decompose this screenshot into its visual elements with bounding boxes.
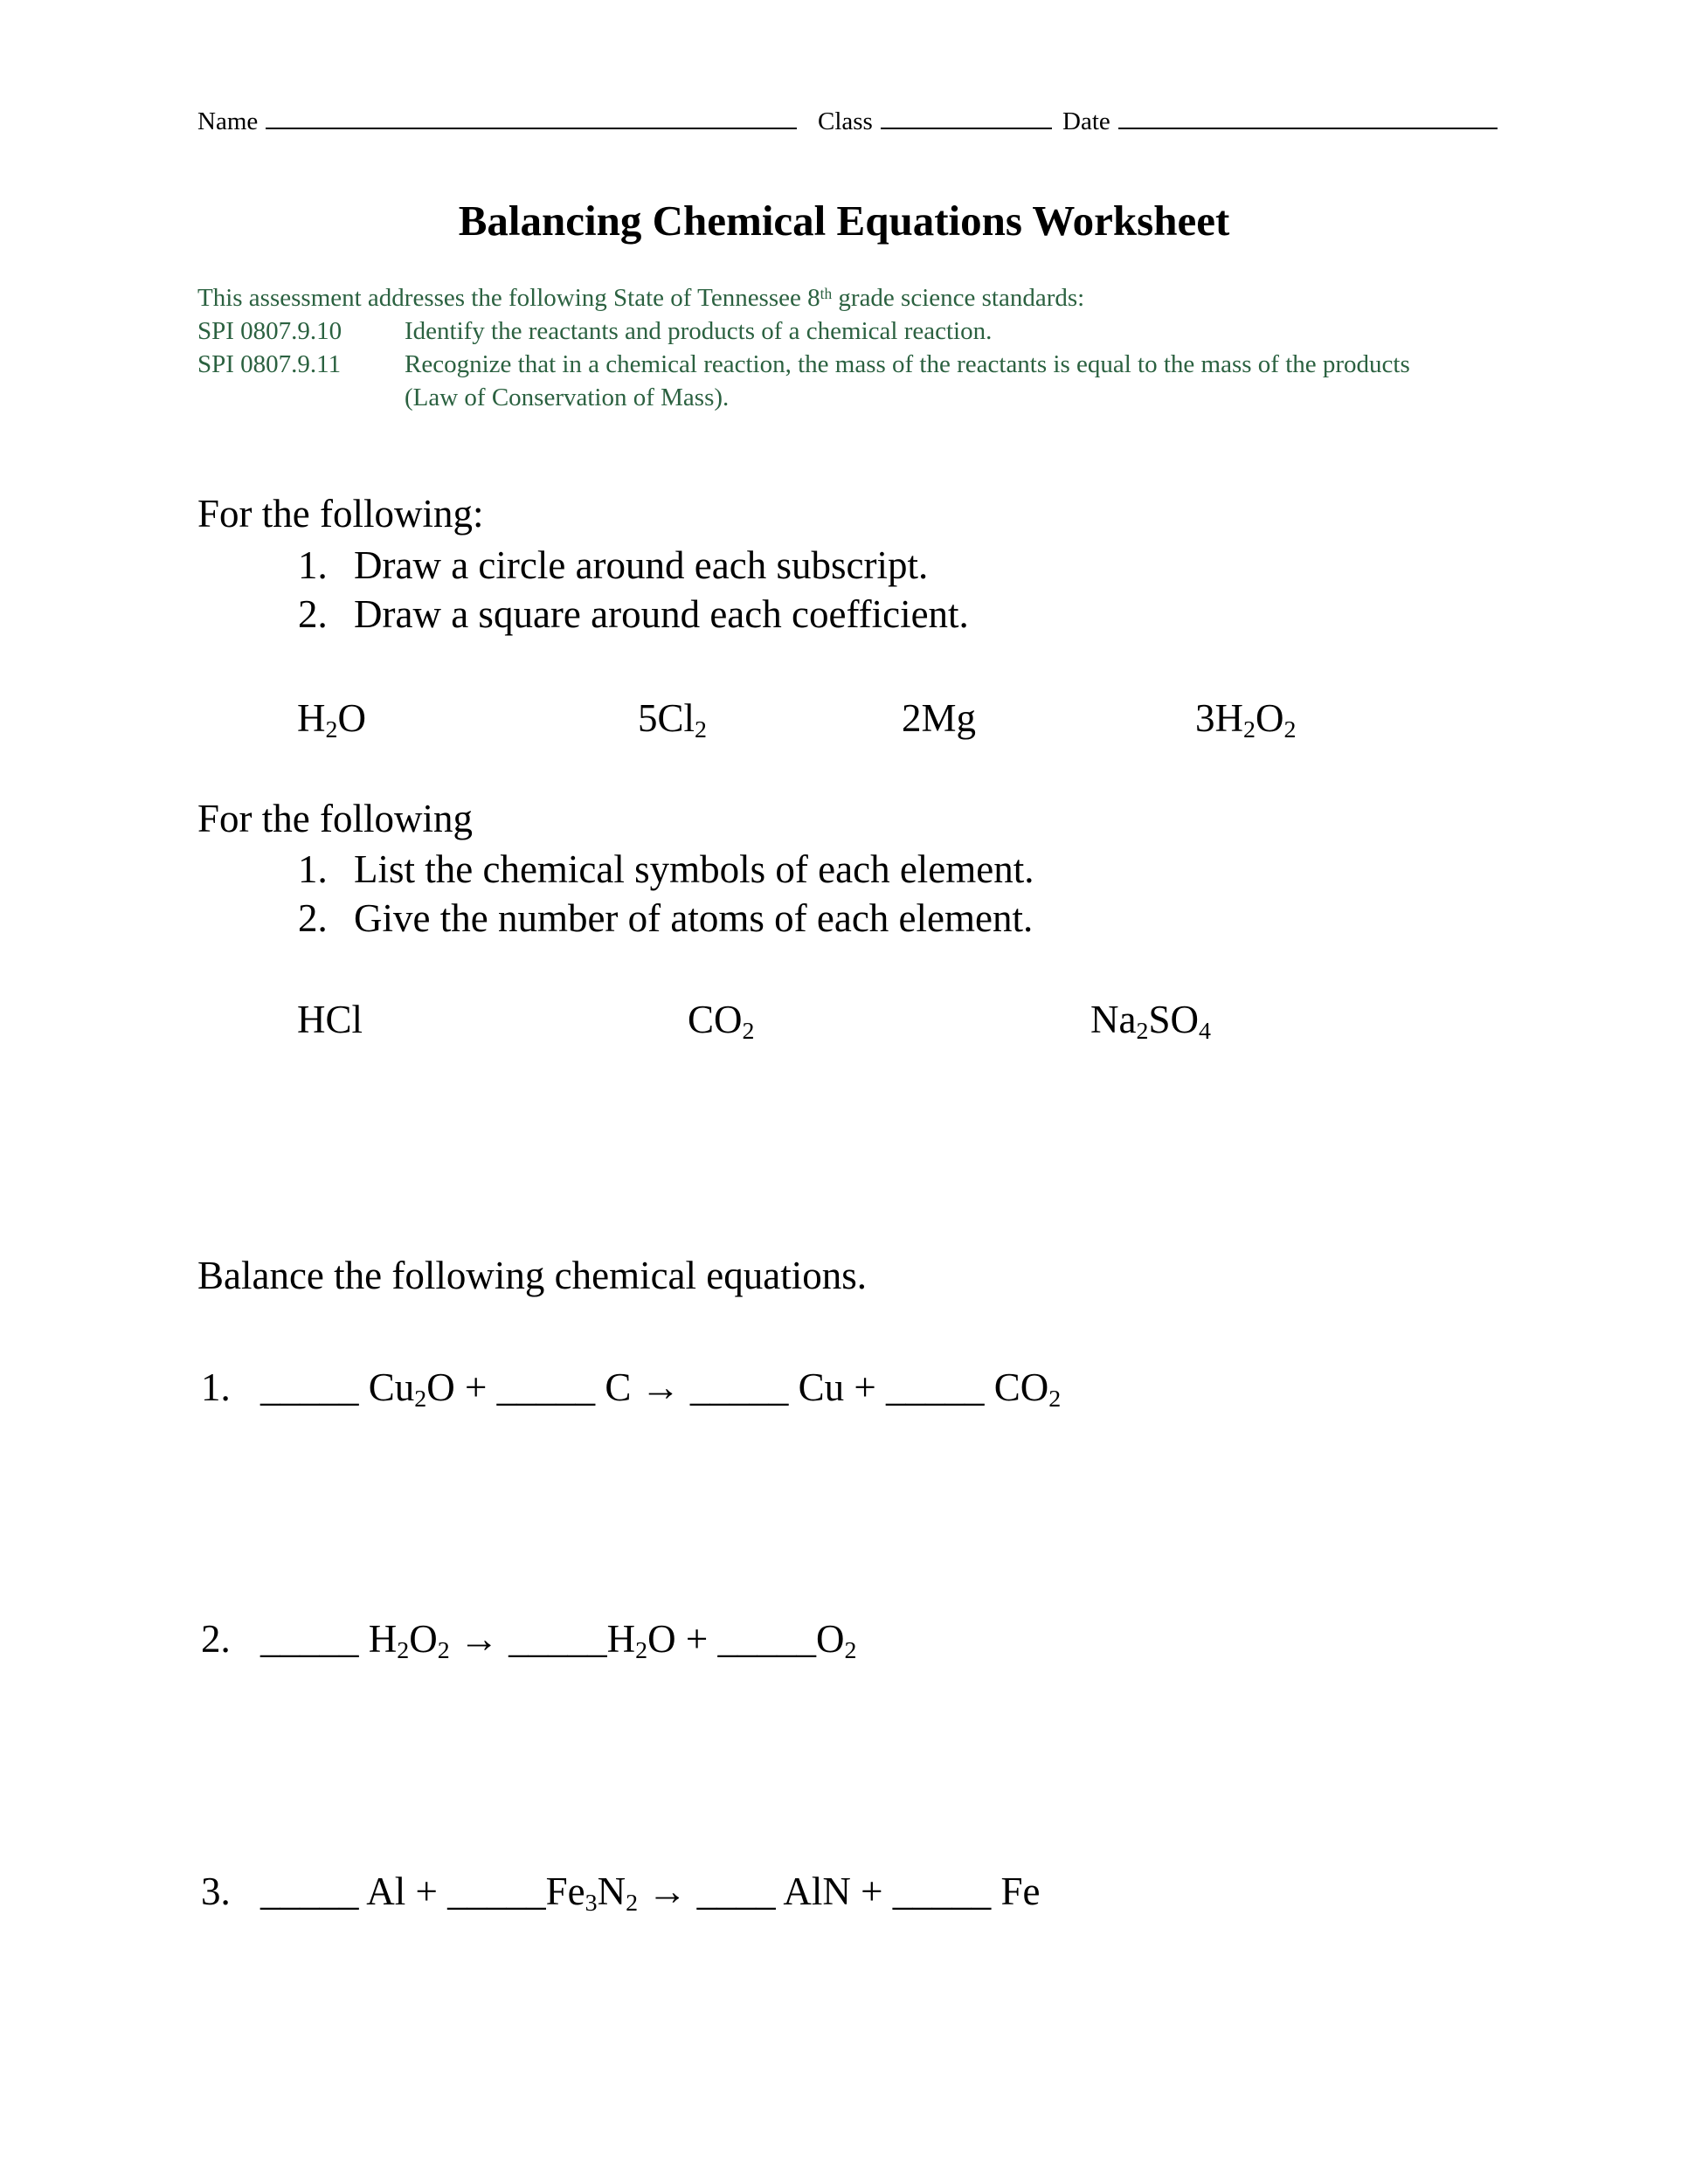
item-number: 1. — [298, 543, 328, 587]
instruction-item — [298, 895, 1033, 942]
equation-row — [201, 1365, 1062, 1413]
item-text: Draw a square around each coefficient. — [354, 592, 969, 636]
date-field-group — [1062, 103, 1498, 136]
name-field-group — [197, 103, 797, 136]
equation-row — [201, 1616, 856, 1662]
standard-row — [197, 314, 1438, 348]
formula-item: $CO_2$ — [688, 998, 755, 1045]
section3-heading: Balance the following chemical equations. — [197, 1254, 867, 1297]
formula-item: $5Cl_2$ — [638, 696, 707, 743]
section1-heading: For the following: — [197, 492, 484, 536]
standard-text: Identify the reactants and products of a chemical reaction. — [405, 317, 993, 345]
class-label: Class — [818, 107, 873, 135]
date-blank-line — [1118, 103, 1498, 129]
standards-block — [197, 281, 1438, 414]
name-blank-line — [266, 103, 797, 129]
section2-heading: For the following — [197, 797, 473, 840]
formula-item: $Na_2SO_4$ — [1090, 998, 1211, 1045]
item-text: Give the number of atoms of each element. — [354, 896, 1034, 940]
item-number: 1. — [298, 847, 328, 891]
class-field-group — [818, 103, 1052, 136]
page-title: Balancing Chemical Equations Worksheet — [458, 197, 1230, 245]
equation-row — [201, 1869, 1041, 1917]
standard-text: Recognize that in a chemical reaction, the mass of the reactants is equal to the mass of the products (Law of Conservation of Mass). — [405, 350, 1410, 411]
instruction-item — [298, 543, 928, 589]
standard-row — [197, 348, 1438, 414]
item-number: 2. — [298, 592, 328, 636]
standards-intro: This assessment addresses the following State of Tennessee 8th grade science standards: — [197, 284, 1085, 312]
standard-code: SPI 0807.9.11 — [197, 350, 342, 378]
instruction-item — [298, 591, 969, 638]
name-label: Name — [197, 107, 259, 135]
instruction-item — [298, 847, 1034, 893]
equation-number: 3. — [201, 1870, 231, 1913]
standard-code: SPI 0807.9.10 — [197, 317, 342, 345]
formula-item: $H_2O$ — [297, 696, 366, 743]
item-text: List the chemical symbols of each element. — [354, 847, 1034, 891]
equation-body: _____ $Al + \_\_\_\_\_Fe_3N_2$ → ____ AlN + _____ Fe — [260, 1870, 1041, 1917]
equation-number: 2. — [201, 1617, 231, 1661]
equation-body: _____ $H_2O_2$ → $\_\_\_\_\_H_2O$ + $\_\_\_\_\_O_2$ — [260, 1617, 857, 1664]
item-number: 2. — [298, 896, 328, 940]
equation-body: _____ $Cu_2O$ + _____ C → _____ Cu + _____ $CO_2$ — [260, 1365, 1062, 1413]
equation-number: 1. — [201, 1365, 231, 1409]
class-blank-line — [881, 103, 1052, 129]
item-text: Draw a circle around each subscript. — [354, 543, 929, 587]
formula-item: 2Mg — [902, 696, 977, 740]
date-label: Date — [1062, 107, 1110, 135]
formula-item: $3H_2O_2$ — [1195, 696, 1297, 743]
formula-item: HCl — [297, 998, 363, 1041]
